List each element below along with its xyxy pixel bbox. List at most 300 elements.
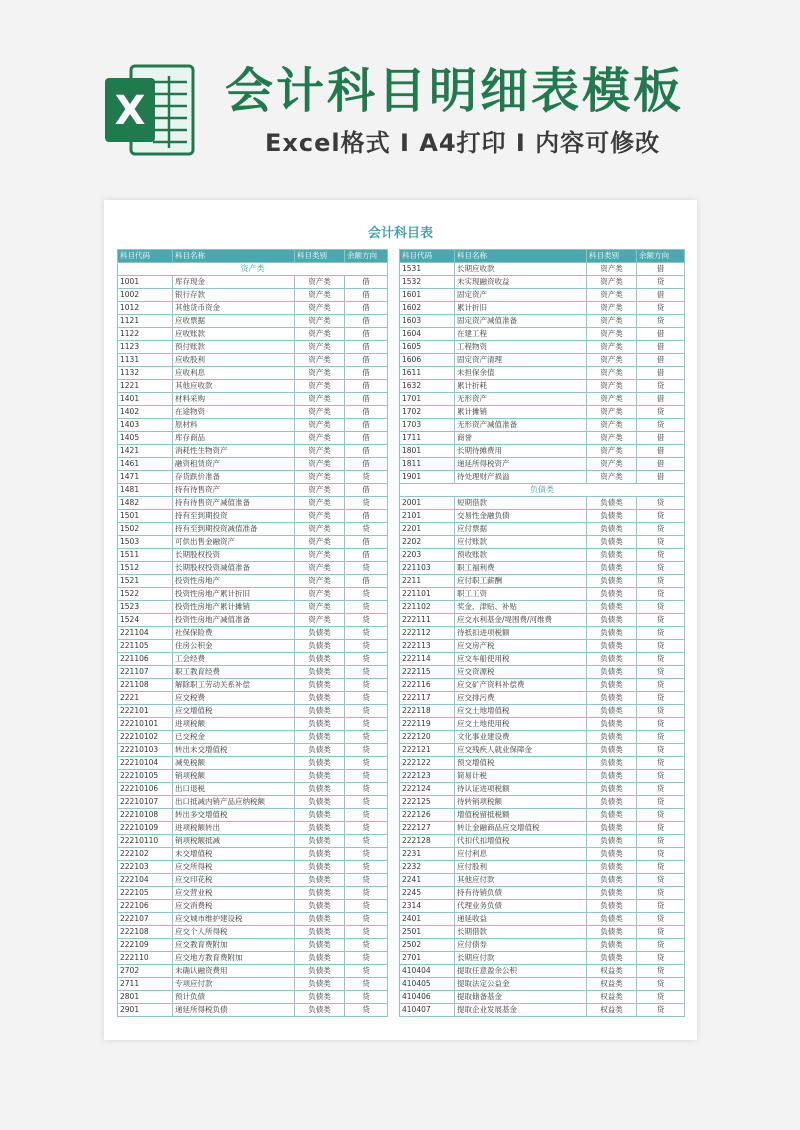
account-type-cell: 负债类 — [295, 939, 345, 952]
table-row[interactable] — [118, 614, 388, 627]
account-name-cell: 增值税留抵税额 — [455, 809, 587, 822]
account-code-cell: 222115 — [400, 666, 455, 679]
balance-direction-cell: 贷 — [345, 679, 388, 692]
account-name-cell: 未实现融资收益 — [455, 276, 587, 289]
table-row[interactable] — [400, 640, 685, 653]
account-code-cell: 2702 — [118, 965, 173, 978]
table-row[interactable] — [118, 406, 388, 419]
account-type-cell: 资产类 — [587, 393, 637, 406]
table-row[interactable] — [118, 471, 388, 484]
account-code-cell: 1122 — [118, 328, 173, 341]
account-name-cell: 提取任意盈余公积 — [455, 965, 587, 978]
balance-direction-cell: 借 — [345, 276, 388, 289]
account-type-cell: 负债类 — [587, 653, 637, 666]
account-name-cell: 应交土地使用税 — [455, 718, 587, 731]
table-row[interactable] — [118, 380, 388, 393]
account-name-cell: 持有待售资产 — [173, 484, 295, 497]
table-row[interactable] — [400, 900, 685, 913]
table-row[interactable] — [400, 757, 685, 770]
table-row[interactable] — [400, 965, 685, 978]
balance-direction-cell: 贷 — [637, 744, 685, 757]
table-row[interactable] — [400, 302, 685, 315]
table-row[interactable] — [118, 666, 388, 679]
account-code-cell: 2701 — [400, 952, 455, 965]
table-row[interactable] — [400, 458, 685, 471]
account-type-cell: 资产类 — [295, 458, 345, 471]
account-type-cell: 资产类 — [587, 276, 637, 289]
account-type-cell: 负债类 — [295, 965, 345, 978]
account-code-cell: 1711 — [400, 432, 455, 445]
table-row[interactable] — [400, 354, 685, 367]
account-name-cell: 应交资源税 — [455, 666, 587, 679]
account-name-cell: 待转销项税额 — [455, 796, 587, 809]
table-row[interactable] — [118, 705, 388, 718]
right-table-header — [400, 250, 685, 263]
balance-direction-cell: 贷 — [637, 705, 685, 718]
table-row[interactable] — [118, 731, 388, 744]
account-name-cell: 无形资产减值准备 — [455, 419, 587, 432]
account-name-cell: 职工工资 — [455, 588, 587, 601]
balance-direction-cell: 贷 — [345, 965, 388, 978]
sheet-title: 会计科目表 — [367, 226, 433, 241]
account-type-cell: 负债类 — [295, 848, 345, 861]
balance-direction-cell: 贷 — [345, 835, 388, 848]
account-code-cell: 222101 — [118, 705, 173, 718]
table-row[interactable] — [400, 419, 685, 432]
table-row[interactable] — [400, 978, 685, 991]
table-row[interactable] — [118, 770, 388, 783]
table-row[interactable] — [400, 549, 685, 562]
table-row[interactable] — [400, 497, 685, 510]
table-row[interactable] — [400, 510, 685, 523]
table-row[interactable] — [400, 861, 685, 874]
account-code-cell: 222102 — [118, 848, 173, 861]
table-row[interactable] — [118, 913, 388, 926]
account-type-cell: 负债类 — [587, 913, 637, 926]
balance-direction-cell: 借 — [637, 263, 685, 276]
account-name-cell: 无形资产 — [455, 393, 587, 406]
account-name-cell: 应交地方教育费附加 — [173, 952, 295, 965]
table-row[interactable] — [118, 848, 388, 861]
account-name-cell: 累计折旧 — [455, 302, 587, 315]
account-name-cell: 预付账款 — [173, 341, 295, 354]
account-type-cell: 资产类 — [295, 328, 345, 341]
table-row[interactable] — [118, 393, 388, 406]
balance-direction-cell: 贷 — [637, 536, 685, 549]
account-type-cell: 负债类 — [295, 640, 345, 653]
table-row[interactable] — [118, 445, 388, 458]
balance-direction-cell: 借 — [637, 354, 685, 367]
account-code-cell: 1532 — [400, 276, 455, 289]
account-code-cell: 222125 — [400, 796, 455, 809]
table-row[interactable] — [118, 588, 388, 601]
balance-direction-cell: 借 — [345, 510, 388, 523]
balance-direction-cell: 贷 — [345, 614, 388, 627]
balance-direction-cell: 借 — [637, 445, 685, 458]
account-name-cell: 应交矿产资料补偿费 — [455, 679, 587, 692]
account-code-cell: 410404 — [400, 965, 455, 978]
table-row[interactable] — [118, 952, 388, 965]
account-code-cell: 1521 — [118, 575, 173, 588]
account-type-cell: 资产类 — [587, 302, 637, 315]
table-row[interactable] — [400, 380, 685, 393]
table-row[interactable] — [118, 718, 388, 731]
table-row[interactable] — [400, 562, 685, 575]
balance-direction-cell: 贷 — [637, 679, 685, 692]
account-code-cell: 222119 — [400, 718, 455, 731]
table-row[interactable] — [400, 536, 685, 549]
table-row[interactable] — [400, 822, 685, 835]
account-name-cell: 应付利息 — [455, 848, 587, 861]
table-row[interactable] — [118, 354, 388, 367]
table-row[interactable] — [400, 692, 685, 705]
table-row[interactable] — [400, 445, 685, 458]
table-row[interactable] — [118, 809, 388, 822]
account-code-cell: 222112 — [400, 627, 455, 640]
balance-direction-cell: 借 — [637, 328, 685, 341]
balance-direction-cell: 贷 — [637, 510, 685, 523]
account-code-cell: 1531 — [400, 263, 455, 276]
account-type-cell: 负债类 — [587, 601, 637, 614]
table-row[interactable] — [118, 575, 388, 588]
account-code-cell: 1524 — [118, 614, 173, 627]
balance-direction-cell: 贷 — [637, 601, 685, 614]
table-row[interactable] — [118, 562, 388, 575]
table-row[interactable] — [400, 718, 685, 731]
table-row[interactable] — [118, 692, 388, 705]
account-code-cell: 2901 — [118, 1004, 173, 1017]
account-type-cell: 负债类 — [295, 887, 345, 900]
table-row[interactable] — [118, 796, 388, 809]
table-row[interactable] — [400, 341, 685, 354]
account-type-cell: 资产类 — [295, 406, 345, 419]
account-name-cell: 可供出售金融资产 — [173, 536, 295, 549]
table-row[interactable] — [400, 783, 685, 796]
account-name-cell: 长期股权投资减值准备 — [173, 562, 295, 575]
account-type-cell: 负债类 — [295, 952, 345, 965]
balance-direction-cell: 贷 — [345, 809, 388, 822]
account-name-cell: 销项税额抵减 — [173, 835, 295, 848]
balance-direction-cell: 贷 — [637, 302, 685, 315]
section-label: 资产类 — [118, 263, 388, 276]
table-row[interactable] — [400, 432, 685, 445]
table-row[interactable] — [118, 419, 388, 432]
table-row[interactable] — [118, 276, 388, 289]
table-row[interactable] — [400, 913, 685, 926]
table-row[interactable] — [118, 939, 388, 952]
balance-direction-cell: 借 — [345, 536, 388, 549]
account-name-cell: 应付股利 — [455, 861, 587, 874]
table-row[interactable] — [118, 510, 388, 523]
account-name-cell: 应交增值税 — [173, 705, 295, 718]
account-type-cell: 负债类 — [587, 744, 637, 757]
balance-direction-cell: 贷 — [345, 640, 388, 653]
account-name-cell: 长期应收款 — [455, 263, 587, 276]
account-name-cell: 销项税额 — [173, 770, 295, 783]
table-row[interactable] — [118, 926, 388, 939]
account-type-cell: 负债类 — [295, 692, 345, 705]
account-code-cell: 22210105 — [118, 770, 173, 783]
account-type-cell: 资产类 — [587, 367, 637, 380]
account-code-cell: 222111 — [400, 614, 455, 627]
balance-direction-cell: 贷 — [637, 653, 685, 666]
balance-direction-cell: 贷 — [637, 861, 685, 874]
account-code-cell: 22210101 — [118, 718, 173, 731]
balance-direction-cell: 贷 — [637, 276, 685, 289]
table-row[interactable] — [400, 770, 685, 783]
table-row[interactable] — [118, 523, 388, 536]
account-type-cell: 负债类 — [587, 523, 637, 536]
account-name-cell: 提取法定公益金 — [455, 978, 587, 991]
account-code-cell: 1632 — [400, 380, 455, 393]
account-code-cell: 222106 — [118, 900, 173, 913]
table-row[interactable] — [400, 1004, 685, 1017]
account-code-cell: 2203 — [400, 549, 455, 562]
account-code-cell: 1511 — [118, 549, 173, 562]
account-name-cell: 商誉 — [455, 432, 587, 445]
account-type-cell: 资产类 — [295, 497, 345, 510]
account-type-cell: 资产类 — [295, 341, 345, 354]
balance-direction-cell: 借 — [345, 315, 388, 328]
table-row[interactable] — [400, 367, 685, 380]
balance-direction-cell: 贷 — [345, 666, 388, 679]
table-row[interactable] — [118, 887, 388, 900]
table-row[interactable] — [118, 432, 388, 445]
table-row[interactable] — [400, 588, 685, 601]
account-type-cell: 资产类 — [587, 406, 637, 419]
table-row[interactable] — [400, 952, 685, 965]
account-type-cell: 负债类 — [587, 692, 637, 705]
account-type-cell: 负债类 — [587, 796, 637, 809]
table-row[interactable] — [118, 783, 388, 796]
account-code-cell: 1405 — [118, 432, 173, 445]
account-type-cell: 资产类 — [295, 393, 345, 406]
account-type-cell: 负债类 — [295, 1004, 345, 1017]
account-code-cell: 1703 — [400, 419, 455, 432]
table-row[interactable] — [400, 406, 685, 419]
balance-direction-cell: 贷 — [345, 900, 388, 913]
table-row[interactable] — [118, 835, 388, 848]
account-name-cell: 出口退税 — [173, 783, 295, 796]
table-row[interactable] — [118, 627, 388, 640]
table-row[interactable] — [118, 965, 388, 978]
balance-direction-cell: 借 — [345, 445, 388, 458]
table-row[interactable] — [118, 653, 388, 666]
account-type-cell: 资产类 — [587, 458, 637, 471]
account-code-cell: 1702 — [400, 406, 455, 419]
table-row[interactable] — [118, 744, 388, 757]
table-row[interactable] — [118, 536, 388, 549]
table-row[interactable] — [400, 471, 685, 484]
account-name-cell: 预收账款 — [455, 549, 587, 562]
account-type-cell: 资产类 — [295, 432, 345, 445]
account-code-cell: 221102 — [400, 601, 455, 614]
balance-direction-cell: 借 — [345, 341, 388, 354]
account-type-cell: 负债类 — [587, 562, 637, 575]
account-type-cell: 权益类 — [587, 965, 637, 978]
account-type-cell: 资产类 — [587, 445, 637, 458]
account-code-cell: 22210103 — [118, 744, 173, 757]
account-name-cell: 工程物资 — [455, 341, 587, 354]
account-type-cell: 资产类 — [295, 380, 345, 393]
table-row[interactable] — [400, 874, 685, 887]
balance-direction-cell: 贷 — [345, 588, 388, 601]
table-row[interactable] — [400, 848, 685, 861]
account-code-cell: 221106 — [118, 653, 173, 666]
table-row[interactable] — [400, 731, 685, 744]
account-name-cell: 应付债券 — [455, 939, 587, 952]
table-row[interactable] — [400, 393, 685, 406]
balance-direction-cell: 贷 — [345, 770, 388, 783]
table-row[interactable] — [118, 341, 388, 354]
account-code-cell: 1001 — [118, 276, 173, 289]
account-code-cell: 1012 — [118, 302, 173, 315]
account-code-cell: 222123 — [400, 770, 455, 783]
account-code-cell: 1221 — [118, 380, 173, 393]
table-row[interactable] — [118, 484, 388, 497]
table-row[interactable] — [400, 614, 685, 627]
account-name-cell: 长期应付款 — [455, 952, 587, 965]
table-row[interactable] — [118, 757, 388, 770]
table-row[interactable] — [400, 276, 685, 289]
table-row[interactable] — [400, 575, 685, 588]
table-row[interactable] — [118, 679, 388, 692]
account-code-cell: 221107 — [118, 666, 173, 679]
table-row[interactable] — [400, 289, 685, 302]
table-row[interactable] — [400, 601, 685, 614]
table-row[interactable] — [118, 302, 388, 315]
account-name-cell: 应交印花税 — [173, 874, 295, 887]
account-code-cell: 1901 — [400, 471, 455, 484]
table-row[interactable] — [400, 705, 685, 718]
table-row[interactable] — [400, 796, 685, 809]
table-row[interactable] — [118, 978, 388, 991]
account-name-cell: 未确认融资费用 — [173, 965, 295, 978]
table-row[interactable] — [118, 874, 388, 887]
account-code-cell: 222107 — [118, 913, 173, 926]
account-type-cell: 负债类 — [295, 874, 345, 887]
account-code-cell: 22210107 — [118, 796, 173, 809]
table-row[interactable] — [118, 861, 388, 874]
table-row[interactable] — [400, 653, 685, 666]
balance-direction-cell: 贷 — [637, 406, 685, 419]
table-row[interactable] — [118, 458, 388, 471]
account-type-cell: 负债类 — [587, 861, 637, 874]
account-type-cell: 资产类 — [587, 471, 637, 484]
account-type-cell: 负债类 — [295, 835, 345, 848]
balance-direction-cell: 借 — [345, 484, 388, 497]
account-type-cell: 资产类 — [295, 419, 345, 432]
account-code-cell: 2314 — [400, 900, 455, 913]
account-type-cell: 负债类 — [587, 848, 637, 861]
table-row[interactable] — [118, 315, 388, 328]
account-code-cell: 410406 — [400, 991, 455, 1004]
table-row[interactable] — [118, 497, 388, 510]
balance-direction-cell: 贷 — [637, 848, 685, 861]
account-name-cell: 持有待销负债 — [455, 887, 587, 900]
table-row[interactable] — [400, 328, 685, 341]
table-row[interactable] — [118, 601, 388, 614]
account-code-cell: 1522 — [118, 588, 173, 601]
column-header: 科目代码 — [400, 250, 455, 263]
table-row[interactable] — [400, 939, 685, 952]
balance-direction-cell: 贷 — [345, 848, 388, 861]
account-code-cell: 222127 — [400, 822, 455, 835]
account-code-cell: 2401 — [400, 913, 455, 926]
table-row[interactable] — [400, 315, 685, 328]
table-row[interactable] — [400, 263, 685, 276]
account-code-cell: 222105 — [118, 887, 173, 900]
table-row[interactable] — [400, 835, 685, 848]
account-name-cell: 提取储备基金 — [455, 991, 587, 1004]
table-row[interactable] — [118, 549, 388, 562]
table-row[interactable] — [118, 900, 388, 913]
balance-direction-cell: 贷 — [345, 887, 388, 900]
balance-direction-cell: 贷 — [345, 822, 388, 835]
account-name-cell: 投资性房地产减值准备 — [173, 614, 295, 627]
account-code-cell: 410407 — [400, 1004, 455, 1017]
account-name-cell: 应交营业税 — [173, 887, 295, 900]
account-name-cell: 应交个人所得税 — [173, 926, 295, 939]
account-code-cell: 1604 — [400, 328, 455, 341]
table-row[interactable] — [400, 991, 685, 1004]
table-row[interactable] — [400, 627, 685, 640]
account-name-cell: 应交水利基金/堤围费/河维费 — [455, 614, 587, 627]
table-row[interactable] — [400, 809, 685, 822]
balance-direction-cell: 借 — [345, 393, 388, 406]
table-row[interactable] — [118, 822, 388, 835]
balance-direction-cell: 借 — [345, 289, 388, 302]
account-type-cell: 资产类 — [295, 302, 345, 315]
account-type-cell: 负债类 — [587, 874, 637, 887]
account-code-cell: 222128 — [400, 835, 455, 848]
account-type-cell: 负债类 — [587, 952, 637, 965]
table-row[interactable] — [400, 666, 685, 679]
table-row[interactable] — [400, 679, 685, 692]
account-code-cell: 1461 — [118, 458, 173, 471]
table-row[interactable] — [118, 289, 388, 302]
account-code-cell: 1603 — [400, 315, 455, 328]
account-code-cell: 1503 — [118, 536, 173, 549]
table-row[interactable] — [400, 523, 685, 536]
table-row[interactable] — [118, 328, 388, 341]
table-row[interactable] — [118, 640, 388, 653]
table-row[interactable] — [118, 367, 388, 380]
account-type-cell: 负债类 — [587, 640, 637, 653]
account-name-cell: 简易计税 — [455, 770, 587, 783]
table-row[interactable] — [400, 926, 685, 939]
account-type-cell: 资产类 — [587, 341, 637, 354]
table-row[interactable] — [400, 887, 685, 900]
account-code-cell: 1002 — [118, 289, 173, 302]
table-row[interactable] — [118, 1004, 388, 1017]
account-code-cell: 1602 — [400, 302, 455, 315]
table-row[interactable] — [400, 744, 685, 757]
account-name-cell: 应交税费 — [173, 692, 295, 705]
account-name-cell: 住房公积金 — [173, 640, 295, 653]
balance-direction-cell: 借 — [637, 432, 685, 445]
table-row[interactable] — [118, 991, 388, 1004]
account-type-cell: 资产类 — [295, 575, 345, 588]
account-type-cell: 负债类 — [587, 809, 637, 822]
left-accounts-table — [117, 249, 388, 1017]
balance-direction-cell: 借 — [345, 380, 388, 393]
balance-direction-cell: 贷 — [345, 562, 388, 575]
account-type-cell: 资产类 — [295, 588, 345, 601]
account-code-cell: 222103 — [118, 861, 173, 874]
account-type-cell: 负债类 — [587, 575, 637, 588]
balance-direction-cell: 贷 — [345, 757, 388, 770]
